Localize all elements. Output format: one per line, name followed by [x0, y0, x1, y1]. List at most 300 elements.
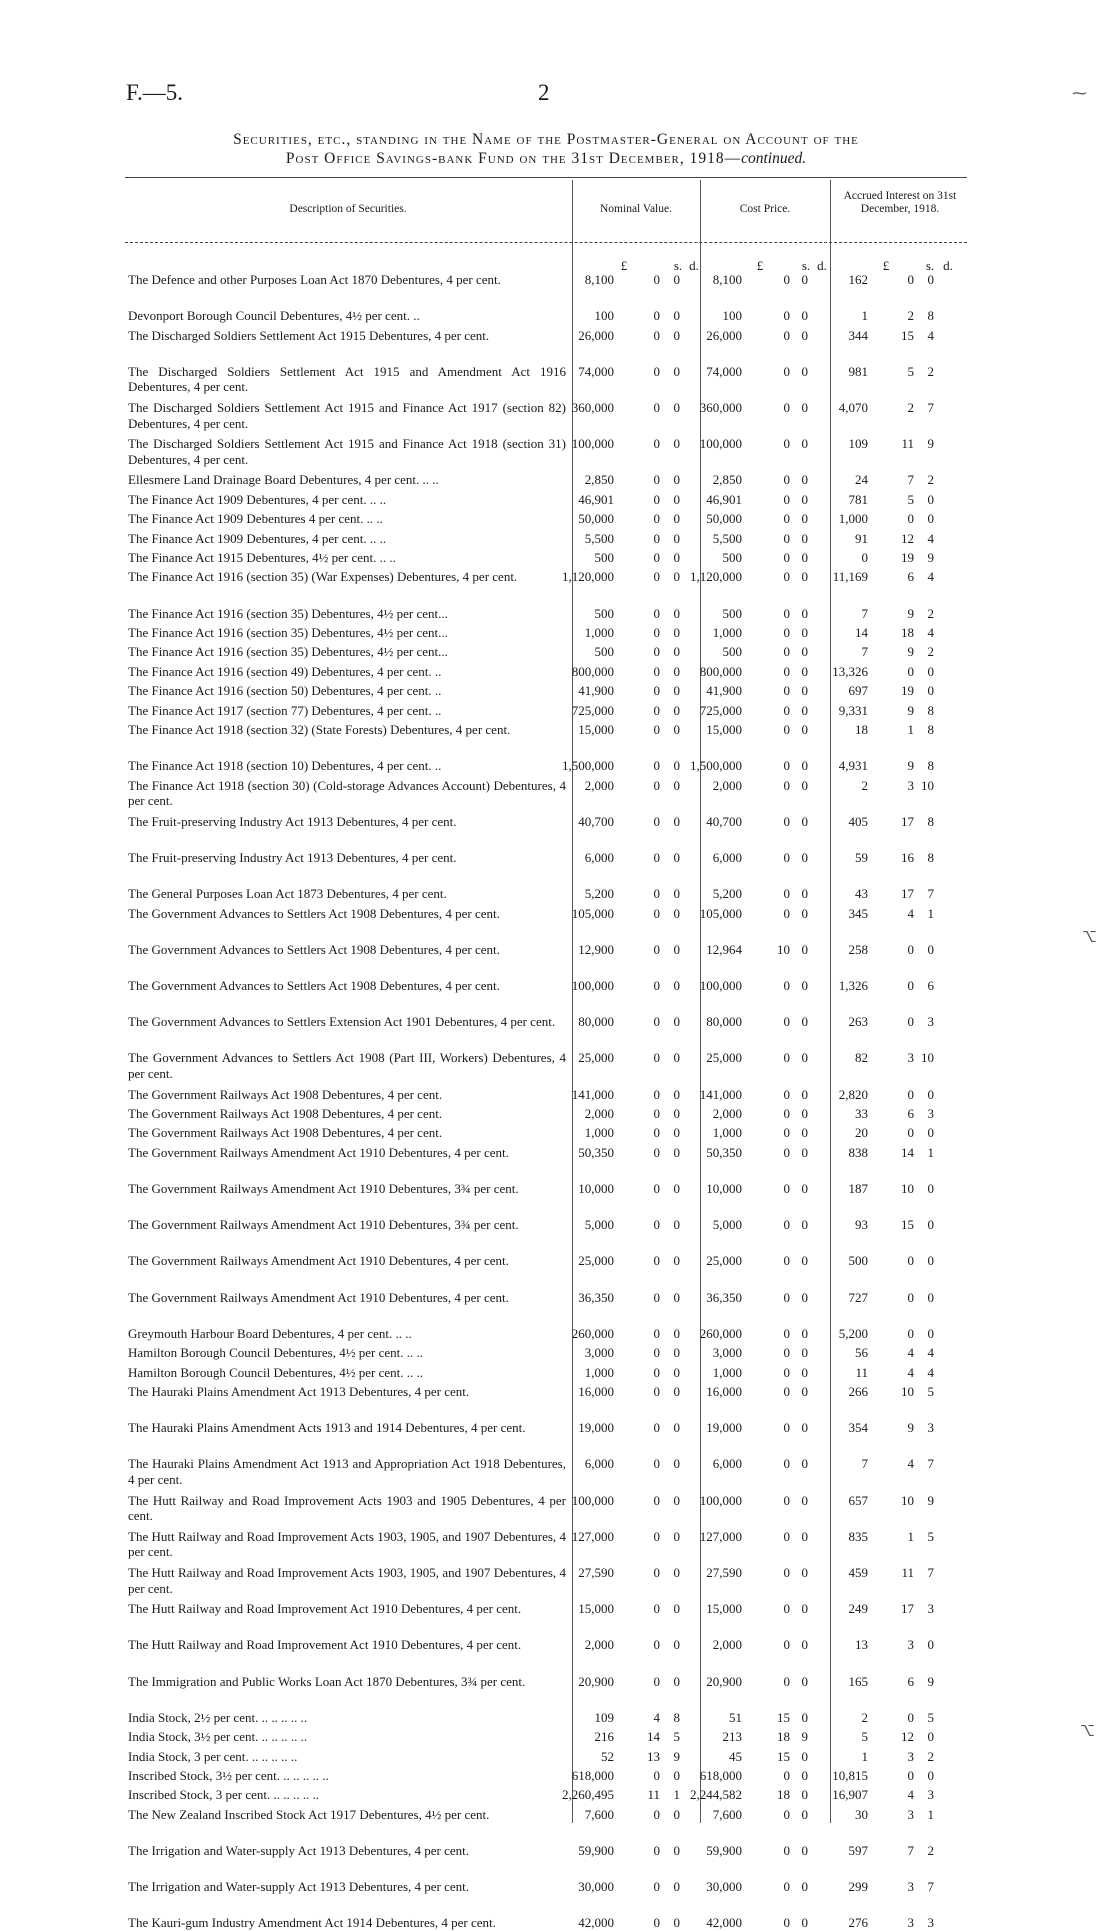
nv-shillings: 13	[647, 1748, 660, 1764]
nv-pence: 0	[673, 436, 680, 452]
cp-pence: 0	[801, 644, 808, 660]
ai-pounds: 13,326	[832, 663, 868, 679]
cp-pounds: 20,900	[706, 1673, 742, 1689]
cp-shillings: 0	[783, 1345, 790, 1361]
ai-shillings: 0	[907, 1768, 914, 1783]
ai-pounds: 91	[855, 530, 868, 546]
ai-pence: 0	[927, 1637, 934, 1653]
nv-pounds: 109	[594, 1709, 614, 1725]
cp-pence: 0	[801, 1456, 808, 1472]
nv-shillings: 0	[653, 663, 660, 679]
nv-pence: 0	[673, 1144, 680, 1160]
ai-pounds: 5,200	[838, 1325, 868, 1341]
cp-shillings: 0	[783, 722, 790, 737]
nv-shillings: 0	[653, 1181, 660, 1196]
nv-shillings: 0	[653, 363, 660, 379]
nv-pounds: 15,000	[578, 1601, 614, 1617]
ai-pence: 3	[927, 1106, 934, 1121]
ai-pounds: 459	[848, 1565, 868, 1580]
ai-pence: 7	[927, 1456, 934, 1472]
cp-pounds: 1,000	[712, 1125, 742, 1141]
ai-shillings: 6	[907, 569, 914, 585]
nv-shillings: 0	[653, 436, 660, 452]
security-description: The Government Railways Amendment Act 1910 Debentures, 4 per cent.	[128, 1144, 509, 1160]
ai-pounds: 249	[848, 1601, 868, 1617]
nv-shillings: 0	[653, 472, 660, 488]
security-description: The Discharged Soldiers Settlement Act 1915 and Finance Act 1917 (section 82) Debentures, 4 per cent.	[128, 400, 566, 431]
margin-mark-icon: ⌥	[1080, 1724, 1095, 1740]
ai-pence: 10	[921, 1050, 934, 1066]
cp-shillings: 0	[783, 272, 790, 287]
security-description: The Hutt Railway and Road Improvement Act 1910 Debentures, 4 per cent.	[128, 1601, 522, 1617]
security-description: The Finance Act 1917 (section 77) Debentures, 4 per cent. ..	[128, 702, 442, 718]
cp-pence: 0	[801, 308, 808, 324]
pounds-unit: £	[620, 258, 628, 273]
nv-pounds: 1,000	[584, 1364, 614, 1380]
page-title	[125, 130, 967, 168]
cp-pence: 0	[801, 569, 808, 585]
ai-shillings: 0	[907, 1325, 914, 1341]
nv-pounds: 6,000	[584, 1456, 614, 1472]
nv-pence: 0	[673, 1456, 680, 1472]
cp-pence: 0	[801, 605, 808, 621]
nv-shillings: 0	[653, 1014, 660, 1030]
cp-shillings: 18	[777, 1787, 790, 1803]
nv-pence: 0	[673, 1637, 680, 1653]
nv-pounds: 40,700	[578, 813, 614, 829]
nv-pence: 0	[673, 1768, 680, 1783]
ai-pence: 7	[927, 400, 934, 415]
nv-pence: 0	[673, 722, 680, 737]
ai-shillings: 14	[901, 1144, 914, 1160]
ai-shillings: 3	[907, 1748, 914, 1764]
nv-pounds: 216	[594, 1729, 614, 1745]
nv-pence: 0	[673, 905, 680, 921]
ai-pence: 4	[927, 625, 934, 640]
nv-pounds: 15,000	[578, 722, 614, 737]
ai-shillings: 5	[907, 491, 914, 507]
nv-shillings: 0	[653, 758, 660, 774]
shillings-unit: s.	[673, 258, 683, 273]
ai-pence: 0	[927, 1289, 934, 1305]
ai-pounds: 1,326	[838, 978, 868, 993]
cp-pounds: 12,964	[706, 941, 742, 957]
nv-pounds: 26,000	[578, 327, 614, 343]
ai-shillings: 7	[907, 472, 914, 488]
nv-pounds: 500	[594, 644, 614, 660]
nv-pounds: 1,000	[584, 625, 614, 640]
cp-pence: 0	[801, 1014, 808, 1030]
cp-pounds: 27,590	[706, 1565, 742, 1580]
ai-pence: 0	[927, 272, 934, 287]
nv-pence: 0	[673, 1384, 680, 1399]
cp-pounds: 618,000	[699, 1768, 742, 1783]
ai-shillings: 0	[907, 1014, 914, 1030]
cp-shillings: 0	[783, 758, 790, 774]
cp-pence: 0	[801, 683, 808, 699]
cp-pence: 0	[801, 511, 808, 527]
ai-pounds: 299	[848, 1879, 868, 1895]
ai-pence: 8	[927, 702, 934, 718]
cp-pence: 0	[801, 1787, 808, 1803]
ai-shillings: 10	[901, 1384, 914, 1399]
nv-pounds: 2,260,495	[562, 1787, 614, 1803]
cp-shillings: 0	[783, 569, 790, 585]
cp-shillings: 0	[783, 702, 790, 718]
nv-shillings: 0	[653, 1050, 660, 1066]
nv-pounds: 42,000	[578, 1915, 614, 1931]
ai-pence: 4	[927, 327, 934, 343]
ai-pence: 8	[927, 758, 934, 774]
cp-shillings: 0	[783, 683, 790, 699]
ai-pence: 2	[927, 1748, 934, 1764]
ai-pounds: 697	[848, 683, 868, 699]
title-line-1: Securities, etc., standing in the Name of the Postmaster-General on Account of the	[233, 131, 859, 148]
nv-pounds: 41,900	[578, 683, 614, 699]
nv-pence: 0	[673, 1106, 680, 1121]
nv-shillings: 0	[653, 1364, 660, 1380]
ai-pence: 7	[927, 886, 934, 902]
nv-pounds: 12,900	[578, 941, 614, 957]
cp-pounds: 3,000	[712, 1345, 742, 1361]
ai-pounds: 276	[848, 1915, 868, 1931]
ai-pounds: 1	[861, 308, 868, 324]
ai-pence: 3	[927, 1420, 934, 1436]
nv-pence: 0	[673, 1253, 680, 1269]
ai-shillings: 19	[901, 550, 914, 565]
cp-pence: 0	[801, 1565, 808, 1580]
nv-shillings: 0	[653, 722, 660, 737]
cp-pounds: 46,901	[706, 491, 742, 507]
security-description: Inscribed Stock, 3½ per cent. .. .. .. .. ..	[128, 1768, 329, 1783]
ai-pounds: 7	[861, 644, 868, 660]
cp-pounds: 100,000	[699, 436, 742, 452]
pence-unit: d.	[943, 258, 953, 273]
ai-pounds: 9,331	[838, 702, 868, 718]
cp-pounds: 2,850	[712, 472, 742, 488]
nv-pence: 0	[673, 813, 680, 829]
security-description: The Finance Act 1909 Debentures, 4 per cent. .. ..	[128, 491, 387, 507]
cp-pounds: 5,200	[712, 886, 742, 902]
cp-shillings: 0	[783, 1289, 790, 1305]
ai-pounds: 59	[855, 850, 868, 865]
cp-pence: 0	[801, 1420, 808, 1436]
nv-shillings: 0	[653, 1492, 660, 1508]
nv-shillings: 0	[653, 1384, 660, 1399]
ai-pence: 0	[927, 941, 934, 957]
ai-pence: 1	[927, 1806, 934, 1822]
nv-pence: 0	[673, 1673, 680, 1689]
security-description: Devonport Borough Council Debentures, 4½ per cent. ..	[128, 308, 420, 324]
ai-pence: 9	[927, 436, 934, 452]
ai-shillings: 4	[907, 905, 914, 921]
cp-pounds: 500	[722, 550, 742, 565]
ai-pounds: 109	[848, 436, 868, 452]
cp-pounds: 2,244,582	[690, 1787, 742, 1803]
ai-shillings: 9	[907, 644, 914, 660]
ai-pence: 8	[927, 850, 934, 865]
cp-pounds: 15,000	[706, 722, 742, 737]
cp-pounds: 26,000	[706, 327, 742, 343]
nv-pounds: 30,000	[578, 1879, 614, 1895]
cp-pounds: 10,000	[706, 1181, 742, 1196]
ai-shillings: 11	[901, 1565, 914, 1580]
nv-shillings: 0	[653, 491, 660, 507]
nv-pounds: 36,350	[578, 1289, 614, 1305]
cp-pence: 0	[801, 625, 808, 640]
cp-shillings: 15	[777, 1748, 790, 1764]
cp-shillings: 0	[783, 886, 790, 902]
security-description: The Government Railways Act 1908 Debentures, 4 per cent.	[128, 1086, 443, 1102]
cp-pounds: 45	[729, 1748, 742, 1764]
nv-pence: 0	[673, 1325, 680, 1341]
nv-shillings: 4	[653, 1709, 660, 1725]
security-description: The Government Railways Amendment Act 1910 Debentures, 4 per cent.	[128, 1253, 509, 1269]
pounds-unit: £	[882, 258, 890, 273]
ai-shillings: 9	[907, 702, 914, 718]
ai-shillings: 16	[901, 850, 914, 865]
cp-shillings: 0	[783, 1384, 790, 1399]
security-description: Hamilton Borough Council Debentures, 4½ per cent. .. ..	[128, 1345, 423, 1361]
nv-shillings: 0	[653, 1768, 660, 1783]
cp-shillings: 0	[783, 1364, 790, 1380]
security-description: The Government Railways Act 1908 Debentures, 4 per cent.	[128, 1106, 443, 1121]
cp-pounds: 127,000	[699, 1528, 742, 1544]
ai-pounds: 10,815	[832, 1768, 868, 1783]
security-description: The Government Advances to Settlers Act 1908 Debentures, 4 per cent.	[128, 941, 500, 957]
cp-pence: 0	[801, 1325, 808, 1341]
cp-shillings: 0	[783, 625, 790, 640]
nv-shillings: 0	[653, 1325, 660, 1341]
ai-pence: 3	[927, 1787, 934, 1803]
security-description: The Irrigation and Water-supply Act 1913 Debentures, 4 per cent.	[128, 1843, 470, 1858]
ai-pounds: 2	[861, 777, 868, 793]
security-description: The Government Advances to Settlers Extension Act 1901 Debentures, 4 per cent.	[128, 1014, 556, 1030]
cp-pounds: 360,000	[699, 400, 742, 415]
ai-shillings: 0	[907, 941, 914, 957]
ai-shillings: 4	[907, 1456, 914, 1472]
nv-pounds: 19,000	[578, 1420, 614, 1436]
ai-shillings: 19	[901, 683, 914, 699]
nv-shillings: 0	[653, 1673, 660, 1689]
security-description: Hamilton Borough Council Debentures, 4½ per cent. .. ..	[128, 1364, 423, 1380]
nv-pounds: 52	[601, 1748, 614, 1764]
nv-pounds: 1,000	[584, 1125, 614, 1141]
ai-pounds: 838	[848, 1144, 868, 1160]
cp-shillings: 0	[783, 1325, 790, 1341]
nv-pence: 0	[673, 1125, 680, 1141]
cp-shillings: 0	[783, 511, 790, 527]
cp-pence: 0	[801, 1217, 808, 1233]
nv-pounds: 27,590	[578, 1565, 614, 1580]
ai-pounds: 835	[848, 1528, 868, 1544]
ai-pounds: 24	[855, 472, 868, 488]
ai-pounds: 4,931	[838, 758, 868, 774]
cp-pence: 0	[801, 400, 808, 415]
nv-shillings: 0	[653, 1217, 660, 1233]
ai-pounds: 11,169	[832, 569, 868, 585]
cp-pence: 0	[801, 702, 808, 718]
nv-pounds: 59,900	[578, 1843, 614, 1858]
ai-pence: 9	[927, 1673, 934, 1689]
nv-pence: 0	[673, 511, 680, 527]
nv-pence: 0	[673, 491, 680, 507]
ai-pence: 4	[927, 1345, 934, 1361]
nv-pounds: 100,000	[571, 436, 614, 452]
ai-pounds: 0	[861, 550, 868, 565]
cp-shillings: 0	[783, 550, 790, 565]
cp-pounds: 16,000	[706, 1384, 742, 1399]
ai-pence: 9	[927, 550, 934, 565]
nv-pence: 0	[673, 850, 680, 865]
nv-shillings: 0	[653, 327, 660, 343]
ai-shillings: 4	[907, 1345, 914, 1361]
nv-pounds: 141,000	[571, 1086, 614, 1102]
nv-pounds: 2,000	[584, 1637, 614, 1653]
nv-pounds: 80,000	[578, 1014, 614, 1030]
cp-pounds: 725,000	[699, 702, 742, 718]
ai-pounds: 43	[855, 886, 868, 902]
cp-pence: 0	[801, 978, 808, 993]
cp-pounds: 41,900	[706, 683, 742, 699]
title-line-2: Post Office Savings-bank Fund on the 31st December, 1918—continued.	[285, 150, 807, 167]
ai-pounds: 727	[848, 1289, 868, 1305]
security-description: The Finance Act 1915 Debentures, 4½ per cent. .. ..	[128, 550, 396, 565]
nv-pounds: 260,000	[571, 1325, 614, 1341]
nv-pence: 0	[673, 1181, 680, 1196]
table-top-rule	[125, 177, 967, 178]
nv-pence: 0	[673, 1014, 680, 1030]
security-description: The Irrigation and Water-supply Act 1913 Debentures, 4 per cent.	[128, 1879, 470, 1895]
cp-pounds: 800,000	[699, 663, 742, 679]
nv-pence: 0	[673, 1843, 680, 1858]
nv-pence: 0	[673, 530, 680, 546]
ai-pounds: 657	[848, 1492, 868, 1508]
security-description: The Finance Act 1916 (section 35) Debentures, 4½ per cent...	[128, 625, 448, 640]
ai-shillings: 3	[907, 777, 914, 793]
cp-pounds: 5,500	[712, 530, 742, 546]
ai-pounds: 187	[848, 1181, 868, 1196]
ai-shillings: 3	[907, 1879, 914, 1895]
cp-pence: 0	[801, 1050, 808, 1066]
cp-shillings: 0	[783, 1456, 790, 1472]
ai-pence: 4	[927, 530, 934, 546]
nv-shillings: 0	[653, 1086, 660, 1102]
cp-pence: 0	[801, 550, 808, 565]
nv-pence: 0	[673, 605, 680, 621]
ai-pence: 9	[927, 1492, 934, 1508]
cp-shillings: 0	[783, 1843, 790, 1858]
cp-pounds: 15,000	[706, 1601, 742, 1617]
nv-shillings: 0	[653, 850, 660, 865]
ai-shillings: 18	[901, 625, 914, 640]
nv-shillings: 0	[653, 272, 660, 287]
cp-shillings: 0	[783, 327, 790, 343]
ai-pence: 1	[927, 1144, 934, 1160]
nv-pounds: 100	[594, 308, 614, 324]
ai-shillings: 9	[907, 1420, 914, 1436]
cp-shillings: 0	[783, 850, 790, 865]
nv-shillings: 0	[653, 905, 660, 921]
nv-pence: 8	[673, 1709, 680, 1725]
security-description: The Finance Act 1909 Debentures, 4 per cent. .. ..	[128, 530, 387, 546]
cp-shillings: 0	[783, 1181, 790, 1196]
cp-pounds: 40,700	[706, 813, 742, 829]
ai-pence: 0	[927, 1125, 934, 1141]
cp-pence: 0	[801, 813, 808, 829]
nv-pounds: 5,500	[584, 530, 614, 546]
nv-pence: 0	[673, 1345, 680, 1361]
cp-pence: 0	[801, 1289, 808, 1305]
cp-pence: 0	[801, 1748, 808, 1764]
ai-shillings: 4	[907, 1787, 914, 1803]
nv-pounds: 7,600	[584, 1806, 614, 1822]
ai-pence: 7	[927, 1879, 934, 1895]
nv-pounds: 100,000	[571, 978, 614, 993]
nv-shillings: 0	[653, 1420, 660, 1436]
ai-shillings: 15	[901, 1217, 914, 1233]
nv-pence: 0	[673, 1806, 680, 1822]
security-description: The Government Railways Amendment Act 1910 Debentures, 3¾ per cent.	[128, 1217, 519, 1233]
ai-pence: 3	[927, 1014, 934, 1030]
cp-pounds: 25,000	[706, 1253, 742, 1269]
cp-pence: 0	[801, 1106, 808, 1121]
cp-shillings: 0	[783, 1125, 790, 1141]
nv-shillings: 0	[653, 644, 660, 660]
cp-shillings: 0	[783, 605, 790, 621]
ai-pence: 5	[927, 1709, 934, 1725]
security-description: The Discharged Soldiers Settlement Act 1915 Debentures, 4 per cent.	[128, 327, 490, 343]
ai-shillings: 6	[907, 1673, 914, 1689]
nv-pence: 0	[673, 272, 680, 287]
ai-shillings: 17	[901, 886, 914, 902]
nv-shillings: 0	[653, 625, 660, 640]
cp-shillings: 0	[783, 1879, 790, 1895]
cp-pence: 0	[801, 1181, 808, 1196]
ai-pounds: 7	[861, 605, 868, 621]
nv-shillings: 0	[653, 530, 660, 546]
cp-shillings: 18	[777, 1729, 790, 1745]
cp-pounds: 500	[722, 605, 742, 621]
nv-shillings: 0	[653, 1253, 660, 1269]
security-description: The Government Railways Act 1908 Debentures, 4 per cent.	[128, 1125, 443, 1141]
nv-pence: 0	[673, 1565, 680, 1580]
security-description: The Hauraki Plains Amendment Act 1913 Debentures, 4 per cent.	[128, 1384, 470, 1399]
ai-pounds: 981	[848, 363, 868, 379]
cp-shillings: 0	[783, 1915, 790, 1931]
nv-pence: 0	[673, 758, 680, 774]
security-description: The Hutt Railway and Road Improvement Act 1910 Debentures, 4 per cent.	[128, 1637, 522, 1653]
cp-shillings: 0	[783, 1420, 790, 1436]
ai-pounds: 165	[848, 1673, 868, 1689]
ai-shillings: 0	[907, 1253, 914, 1269]
security-description: India Stock, 2½ per cent. .. .. .. .. ..	[128, 1709, 308, 1725]
nv-shillings: 0	[653, 1637, 660, 1653]
cp-shillings: 0	[783, 1492, 790, 1508]
nv-pence: 0	[673, 1050, 680, 1066]
nv-shillings: 0	[653, 941, 660, 957]
nv-shillings: 0	[653, 1125, 660, 1141]
cp-pence: 0	[801, 758, 808, 774]
ai-pence: 0	[927, 1729, 934, 1745]
ai-shillings: 11	[901, 436, 914, 452]
cp-pounds: 36,350	[706, 1289, 742, 1305]
cp-pence: 0	[801, 1915, 808, 1931]
ai-shillings: 9	[907, 605, 914, 621]
cp-shillings: 0	[783, 491, 790, 507]
security-description: The Finance Act 1916 (section 35) (War Expenses) Debentures, 4 per cent.	[128, 569, 518, 585]
cp-pence: 0	[801, 1843, 808, 1858]
